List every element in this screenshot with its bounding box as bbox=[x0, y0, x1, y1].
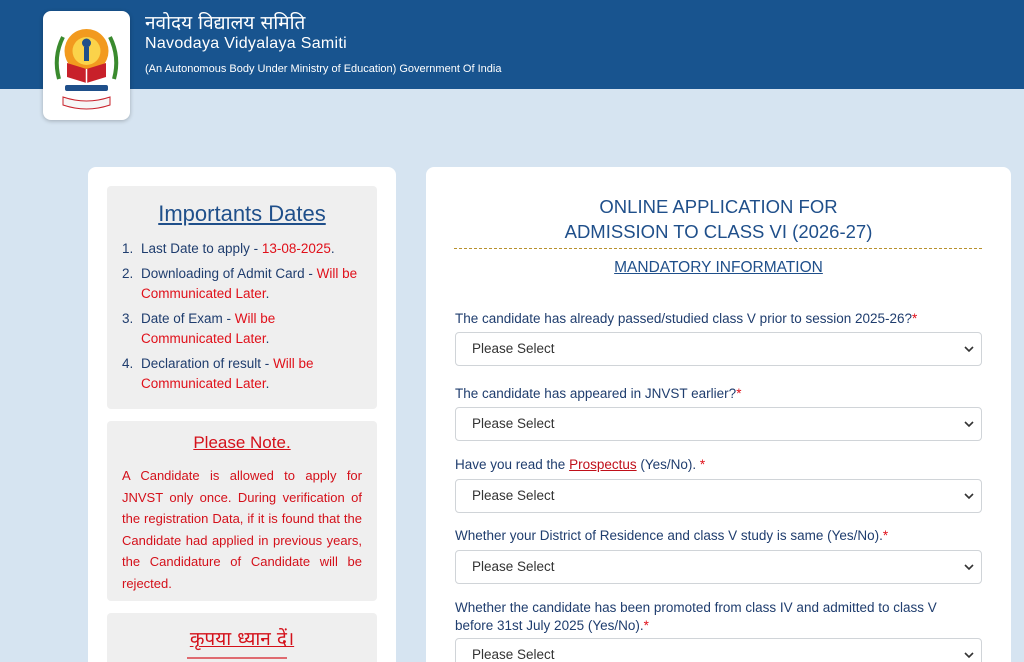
question-label: Have you read the Prospectus (Yes/No). * bbox=[455, 457, 706, 472]
section-heading: MANDATORY INFORMATION bbox=[614, 259, 823, 276]
important-dates-list bbox=[122, 239, 362, 399]
chevron-down-icon bbox=[963, 490, 975, 502]
prospectus-link[interactable]: Prospectus bbox=[569, 457, 637, 472]
hindi-note-card bbox=[107, 613, 377, 662]
please-note-card bbox=[107, 421, 377, 601]
please-note-body: A Candidate is allowed to apply for JNVST only once. During verification of the registration Data, if it is found that the Candidate had applied in previous years, the Candidature of Candidate will be rejected. bbox=[122, 468, 362, 591]
required-marker: * bbox=[736, 386, 742, 401]
please-note-title: Please Note. bbox=[193, 433, 291, 452]
chevron-down-icon bbox=[963, 343, 975, 355]
form-title: ONLINE APPLICATION FOR ADMISSION TO CLASS VI (2026-27) bbox=[564, 196, 873, 242]
chevron-down-icon bbox=[963, 649, 975, 661]
important-dates-card bbox=[107, 186, 377, 409]
question-label: The candidate has already passed/studied class V prior to session 2025-26?* bbox=[455, 311, 918, 326]
question-label: The candidate has appeared in JNVST earlier?* bbox=[455, 386, 742, 401]
date-value: Will be Communicated Later bbox=[141, 311, 276, 346]
date-value: Will be Communicated Later bbox=[141, 356, 314, 391]
date-value: Will be Communicated Later bbox=[141, 266, 358, 301]
org-subtitle: (An Autonomous Body Under Ministry of Education) Government Of India bbox=[145, 63, 502, 75]
required-marker: * bbox=[882, 528, 889, 543]
required-marker: * bbox=[643, 618, 649, 633]
passed-class-v-select[interactable]: Please Select bbox=[455, 332, 982, 366]
district-same-select[interactable]: Please Select bbox=[455, 550, 982, 584]
question-label: Whether the candidate has been promoted from class IV and admitted to class V before 31st July 2025 (Yes/No).* bbox=[455, 600, 937, 633]
appeared-jnvst-select[interactable]: Please Select bbox=[455, 407, 982, 441]
hindi-note-title: कृपया ध्यान दें। bbox=[189, 628, 295, 650]
site-header bbox=[0, 0, 1024, 89]
important-dates-title: Importants Dates bbox=[158, 201, 326, 226]
logo[interactable] bbox=[43, 11, 130, 120]
org-title: Navodaya Vidyalaya Samiti bbox=[145, 35, 347, 52]
date-value: 13-08-2025 bbox=[261, 241, 331, 256]
hindi-note-text-partial bbox=[187, 657, 287, 662]
date-item: 3. Date of Exam - Will be Communicated Later. bbox=[122, 311, 276, 346]
title-divider bbox=[454, 248, 982, 249]
org-title-hindi: नवोदय विद्यालय समिति bbox=[145, 12, 306, 34]
nvs-emblem-icon bbox=[49, 17, 124, 115]
info-sidebar bbox=[88, 167, 396, 662]
date-item: 1. Last Date to apply - 13-08-2025. bbox=[122, 241, 335, 256]
chevron-down-icon bbox=[963, 418, 975, 430]
required-marker: * bbox=[699, 457, 706, 472]
promoted-class-iv-select[interactable]: Please Select bbox=[455, 638, 982, 662]
read-prospectus-select[interactable]: Please Select bbox=[455, 479, 982, 513]
date-item: 2. Downloading of Admit Card - Will be Communicated Later. bbox=[122, 266, 358, 301]
application-form-panel bbox=[426, 167, 1011, 662]
chevron-down-icon bbox=[963, 561, 975, 573]
required-marker: * bbox=[912, 311, 918, 326]
date-item: 4. Declaration of result - Will be Communicated Later. bbox=[122, 356, 314, 391]
question-label: Whether your District of Residence and class V study is same (Yes/No).* bbox=[455, 528, 889, 543]
